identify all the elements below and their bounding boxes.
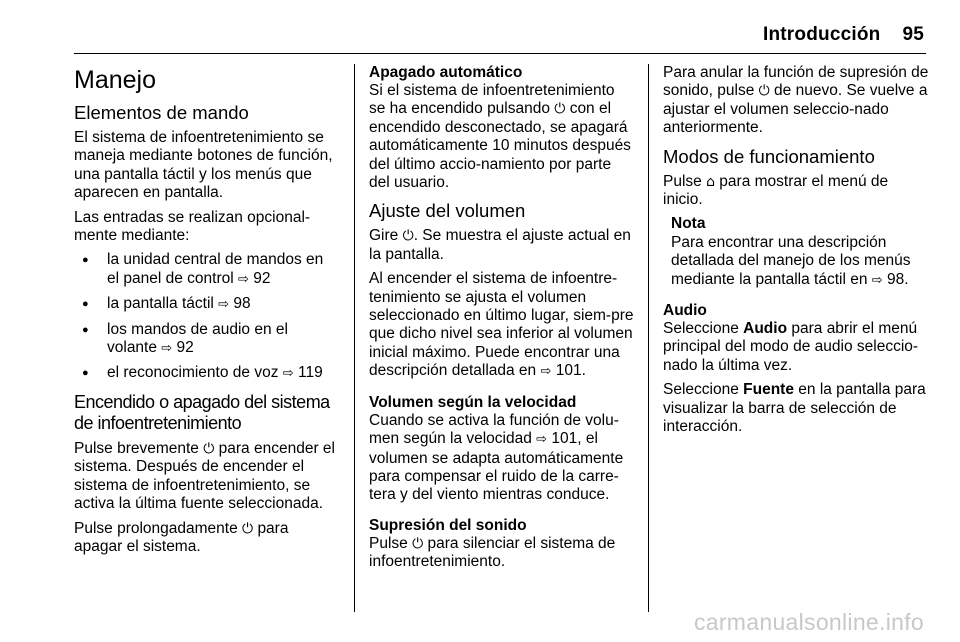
column-3 — [663, 64, 929, 443]
arrow-ref-icon: ⇨ — [237, 271, 249, 287]
paragraph-velocidad: Cuando se activa la función de volu-men según la velocidad ⇨ 101, el volumen se adapta automáticamente para compensar el ruido de la carre-tera y del viento mientras conduce. — [369, 411, 624, 504]
page-number: 95 — [902, 24, 924, 45]
arrow-ref-icon: ⇨ — [161, 341, 173, 357]
arrow-ref-icon: ⇨ — [871, 272, 883, 288]
page-ref-link[interactable]: 101 — [551, 430, 578, 448]
section-title-manejo: Manejo — [74, 66, 156, 94]
header-rule — [74, 53, 926, 54]
note-title: Nota — [671, 215, 706, 233]
list-item: ● la pantalla táctil ⇨ 98 — [74, 295, 338, 314]
heading-elementos: Elementos de mando — [74, 102, 249, 123]
heading-audio: Audio — [663, 302, 707, 320]
list-item: ● los mandos de audio en el volante ⇨ 92 — [74, 321, 338, 359]
paragraph-audio: Seleccione Audio para abrir el menú principal del modo de audio seleccio-nado la última vez. — [663, 320, 919, 374]
column-2 — [369, 64, 635, 578]
paragraph-pulse-home: Pulse ⌂ para mostrar el menú de inicio. — [663, 172, 889, 209]
heading-modos: Modos de funcionamiento — [663, 145, 875, 167]
heading-supresion: Supresión del sonido — [369, 516, 527, 534]
power-icon: ⏻ — [402, 228, 414, 245]
column-1 — [74, 64, 338, 562]
column-separator-1 — [354, 64, 355, 612]
paragraph-gire: Gire ⏻. Se muestra el ajuste actual en la pantalla. — [369, 227, 631, 263]
paragraph-supresion: Pulse ⏻ para silenciar el sistema de infoentretenimiento. — [369, 534, 616, 571]
paragraph-fuente: Seleccione Fuente en la pantalla para visualizar la barra de selección de interacción. — [663, 381, 926, 436]
watermark: carmanualsonline.info — [693, 609, 924, 635]
column-separator-2 — [648, 64, 649, 612]
note-box — [663, 215, 929, 290]
heading-ajuste: Ajuste del volumen — [369, 200, 526, 222]
paragraph-elementos: El sistema de infoentretenimiento se maneja mediante botones de función, una pantalla táctil y los menús que aparecen en pantalla. — [74, 129, 333, 202]
paragraph-apagado: Si el sistema de infoentretenimiento se ha encendido pulsando ⏻ con el encendido desconectado, se apagará automáticamente 10 minutos después del último accio-namiento por parte del usuario. — [369, 82, 631, 192]
page-header — [763, 24, 924, 46]
arrow-ref-icon: ⇨ — [218, 297, 230, 313]
page-ref-link[interactable]: 119 — [298, 364, 323, 382]
heading-volumen-velocidad: Volumen según la velocidad — [369, 393, 577, 411]
power-icon: ⏻ — [242, 520, 254, 537]
page-ref-link[interactable]: 92 — [176, 339, 194, 357]
list-item: ● la unidad central de mandos en el panel de control ⇨ 92 — [74, 251, 338, 289]
heading-apagado: Apagado automático — [369, 64, 523, 81]
heading-encendido: Encendido o apagado del sistema de infoentretenimiento — [74, 391, 330, 433]
page-ref-link[interactable]: 98. — [887, 270, 909, 288]
header-title: Introducción — [763, 24, 881, 45]
ui-term-audio: Audio — [743, 320, 788, 338]
paragraph-prolongadamente: Pulse prolongadamente ⏻ para apagar el sistema. — [74, 519, 289, 555]
arrow-ref-icon: ⇨ — [540, 364, 552, 380]
power-icon: ⏻ — [203, 440, 215, 457]
page-ref-link[interactable]: 98 — [233, 295, 251, 313]
power-icon: ⏻ — [412, 535, 424, 552]
list-item: ● el reconocimiento de voz ⇨ 119 — [74, 364, 338, 383]
home-icon: ⌂ — [706, 173, 715, 190]
paragraph-anular: Para anular la función de supresión de sonido, pulse ⏻ de nuevo. Se vuelve a ajustar el volumen seleccio-nado anteriormente. — [663, 64, 929, 137]
power-icon: ⏻ — [554, 101, 566, 118]
paragraph-brevemente: Pulse brevemente ⏻ para encender el sistema. Después de encender el sistema de infoentretenimiento, se activa la última fuente seleccionada. — [74, 439, 335, 513]
ui-term-fuente: Fuente — [743, 381, 794, 399]
input-methods-list — [74, 251, 338, 383]
page-ref-link[interactable]: 101. — [555, 362, 586, 380]
power-icon: ⏻ — [758, 83, 770, 100]
paragraph-entradas: Las entradas se realizan opcional-mente mediante: — [74, 208, 311, 245]
note-text: Para encontrar una descripción detallada del manejo de los menús mediante la pantalla táctil en ⇨ 98. — [671, 233, 911, 288]
arrow-ref-icon: ⇨ — [536, 432, 548, 448]
paragraph-al-encender: Al encender el sistema de infoentre-tenimiento se ajusta el volumen seleccionado en último lugar, siem-pre que dicho nivel sea inferior al volumen inicial máximo. Puede encontrar una descripción detallada en ⇨ 101. — [369, 270, 634, 380]
arrow-ref-icon: ⇨ — [282, 366, 294, 382]
page-ref-link[interactable]: 92 — [253, 269, 271, 287]
